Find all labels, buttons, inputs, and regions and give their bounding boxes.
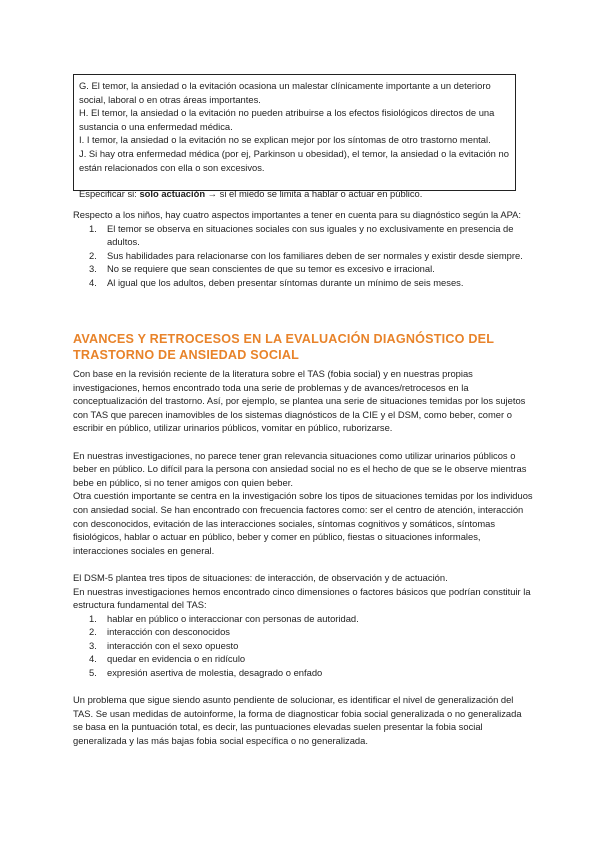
children-list xyxy=(73,222,533,290)
paragraph: En nuestras investigaciones hemos encontrado cinco dimensiones o factores básicos que podrían constituir la estructura fundamental del TAS: xyxy=(73,585,531,611)
specifier-bold: solo actuación xyxy=(139,188,206,200)
children-section xyxy=(73,208,533,290)
section-body xyxy=(73,367,533,748)
list-item: 2. interacción con desconocidos xyxy=(89,626,230,638)
list-item: 4. quedar en evidencia o en ridículo xyxy=(89,653,246,665)
criterion-i: I. I temor, la ansiedad o la evitación no se explican mejor por los síntomas de otro trastorno mental. xyxy=(79,134,491,146)
paragraph: Otra cuestión importante se centra en la investigación sobre los tipos de situaciones temidas por los individuos con ansiedad social. Se han encontrado con frecuencia factores como: ser el centro de atención, interacción con desconocidos, evitación de las interacciones sociales, síntomas cognitivos y somáticos, síntomas fisiológicos, hablar o actuar en público, beber y comer en público, fiestas o situaciones informales, interacciones sociales en general. xyxy=(73,490,533,556)
list-item: 5. expresión asertiva de molestia, desagrado o enfado xyxy=(89,667,323,679)
paragraph: Con base en la revisión reciente de la literatura sobre el TAS (fobia social) y en nuestras propias investigaciones, hemos encontrado toda una serie de problemas y de avances/retrocesos en la conceptualización del trastorno. Así, por ejemplo, se plantea una serie de situaciones temidas por los sujetos con TAS que parecen inamovibles de los sistemas diagnósticos de la CIE y el DSM, como beber, comer o escribir en público, utilizar urinarios públicos, vomitar en público, ruborizarse. xyxy=(73,368,526,434)
list-item: 3. interacción con el sexo opuesto xyxy=(89,639,239,651)
criteria-box xyxy=(73,74,516,200)
specifier-prefix: Especificar si: xyxy=(79,188,140,200)
criterion-j: J. Si hay otra enfermedad médica (por ej, Parkinson u obesidad), el temor, la ansiedad o la evitación no están relacionados con ella o son excesivos. xyxy=(79,147,509,173)
list-item: 3. No se requiere que sean conscientes de que su temor es excesivo e irracional. xyxy=(89,263,435,275)
specifier-suffix: → si el miedo se limita a hablar o actuar en público. xyxy=(205,188,423,200)
paragraph: En nuestras investigaciones, no parece tener gran relevancia situaciones como utilizar urinarios públicos o beber en público. Lo difícil para la persona con ansiedad social no es el hecho de que se le observe mientras bebe en público, si no tener amigos con quien beber. xyxy=(73,449,527,488)
criterion-h: H. El temor, la ansiedad o la evitación no pueden atribuirse a los efectos fisiológicos directos de una sustancia o una enfermedad médica. xyxy=(79,107,495,132)
list-item: 2. Sus habilidades para relacionarse con los familiares deben de ser normales y existir desde siempre. xyxy=(89,249,523,261)
list-item: 4. Al igual que los adultos, deben presentar síntomas durante un mínimo de seis meses. xyxy=(89,276,464,288)
factors-list xyxy=(73,612,533,680)
children-intro: Respecto a los niños, hay cuatro aspectos importantes a tener en cuenta para su diagnóstico según la APA: xyxy=(73,209,522,220)
paragraph: El DSM-5 plantea tres tipos de situaciones: de interacción, de observación y de actuación. xyxy=(73,571,448,583)
section-heading: AVANCES Y RETROCESOS EN LA EVALUACIÓN DIAGNÓSTICO DEL TRASTORNO DE ANSIEDAD SOCIAL xyxy=(73,332,494,363)
list-item: 1. El temor se observa en situaciones sociales con sus iguales y no exclusivamente en presencia de adultos. xyxy=(89,222,514,248)
specifier-line xyxy=(79,187,511,201)
list-item: 1. hablar en público o interaccionar con personas de autoridad. xyxy=(89,612,359,624)
criterion-g: G. El temor, la ansiedad o la evitación ocasiona un malestar clínicamente importante a un deterioro social, laboral o en otras áreas importantes. xyxy=(79,80,491,105)
paragraph: Un problema que sigue siendo asunto pendiente de solucionar, es identificar el nivel de generalización del TAS. Se usan medidas de autoinforme, la forma de diagnosticar fobia social generalizada o no generalizada se basa en la puntuación total, es decir, las puntuaciones elevadas suelen presentar la fobia social generalizada y las más bajas fobia social específica o no generalizada. xyxy=(73,694,522,747)
